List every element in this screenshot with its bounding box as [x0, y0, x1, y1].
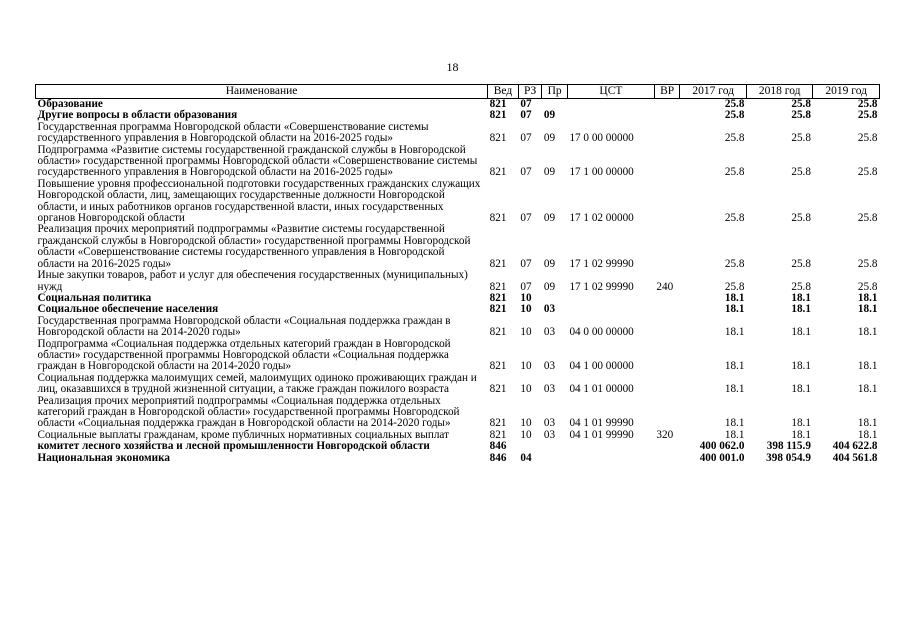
row-ved-cell: 821 — [489, 166, 507, 179]
row-2019-cell: 25.8 — [857, 109, 878, 122]
row-2017-cell: 18.1 — [724, 291, 745, 304]
row-rz-cell: 07 — [520, 257, 532, 270]
row-rz-cell — [518, 441, 542, 452]
row-2018-cell: 18.1 — [791, 303, 811, 316]
column-header-rz: РЗ — [518, 85, 542, 99]
row-2019-cell: 25.8 — [857, 166, 878, 179]
row-rz-cell: 07 — [520, 98, 532, 110]
row-pr-cell: 09 — [543, 212, 556, 225]
table-row — [36, 145, 880, 179]
row-pr-cell: 03 — [543, 303, 556, 316]
row-rz-cell: 10 — [520, 326, 532, 339]
row-2019-cell: 25.8 — [857, 257, 878, 270]
row-pr-cell: 03 — [543, 417, 556, 430]
row-rz-cell: 07 — [520, 132, 532, 145]
row-name-cell: Повышение уровня профессиональной подготовки государственных гражданских служащих Новгородской области, лиц, замещающих государственные должности Новгородской области, и иных работников органов государственной власти, иных государственных органов Новгородской области — [37, 177, 481, 225]
row-cst-cell: 17 0 00 00000 — [569, 132, 634, 145]
row-ved-cell: 821 — [489, 132, 507, 145]
row-2018-cell: 18.1 — [791, 428, 811, 441]
row-vr-cell: 240 — [656, 280, 674, 293]
row-2017-cell: 25.8 — [724, 109, 745, 122]
row-2018-cell: 25.8 — [791, 132, 811, 145]
row-2019-cell: 25.8 — [857, 98, 878, 110]
row-2018-cell: 25.8 — [791, 166, 811, 179]
row-2018-cell: 25.8 — [791, 257, 811, 270]
table-row — [36, 396, 880, 430]
row-2018-cell: 25.8 — [791, 109, 811, 122]
row-ved-cell: 821 — [489, 360, 507, 373]
row-2019-cell: 18.1 — [857, 417, 878, 430]
table-row — [36, 224, 880, 270]
row-name-cell: Образование — [37, 98, 103, 110]
row-pr-cell — [542, 441, 568, 452]
row-ved-cell: 846 — [489, 440, 507, 453]
row-rz-cell: 10 — [520, 383, 532, 396]
row-2017-cell: 18.1 — [724, 303, 745, 316]
row-2017-cell: 25.8 — [724, 257, 745, 270]
row-vr-cell — [654, 110, 680, 121]
budget-table — [35, 84, 880, 464]
table-header-row — [36, 85, 880, 99]
row-cst-cell: 04 1 01 99990 — [569, 428, 634, 441]
row-pr-cell: 03 — [543, 326, 556, 339]
column-header-name: Наименование — [36, 85, 488, 99]
row-cst-cell: 17 1 02 99990 — [569, 257, 634, 270]
row-2019-cell: 25.8 — [857, 212, 878, 225]
row-2017-cell: 25.8 — [724, 166, 745, 179]
row-2017-cell: 25.8 — [724, 212, 745, 225]
row-vr-cell — [654, 145, 680, 179]
table-row — [36, 316, 880, 339]
row-pr-cell: 09 — [543, 109, 556, 122]
row-2018-cell: 18.1 — [791, 417, 811, 430]
row-name-cell: Государственная программа Новгородской области «Совершенствование системы государственного управления в Новгородской области на 2016-2025 годы» — [37, 120, 429, 145]
row-name-cell: Подпрограмма «Социальная поддержка отдельных категорий граждан в Новгородской области» государственной программы Новгородской области «Социальная поддержка граждан в Новгородской области на 2014-2020 годы» — [37, 337, 451, 373]
table-body — [36, 99, 880, 465]
row-2019-cell: 18.1 — [857, 383, 878, 396]
row-ved-cell: 821 — [489, 428, 507, 441]
row-2018-cell: 18.1 — [791, 360, 811, 373]
row-name-cell: Социальные выплаты гражданам, кроме публичных нормативных социальных выплат — [37, 428, 449, 441]
column-header-pr: Пр — [542, 85, 568, 99]
table-row — [36, 304, 880, 315]
row-pr-cell: 09 — [543, 166, 556, 179]
row-rz-cell: 10 — [520, 428, 532, 441]
row-2017-cell: 18.1 — [724, 428, 745, 441]
row-vr-cell — [654, 316, 680, 339]
row-2018-cell: 25.8 — [791, 212, 811, 225]
row-2018-cell: 18.1 — [791, 291, 811, 304]
row-2019-cell: 18.1 — [857, 326, 878, 339]
row-name-cell: Социальная поддержка малоимущих семей, малоимущих одиноко проживающих граждан и лиц, оказавшихся в трудной жизненной ситуации, а также граждан пожилого возраста — [37, 371, 477, 396]
row-2017-cell: 25.8 — [724, 98, 745, 110]
row-rz-cell: 10 — [520, 291, 532, 304]
row-rz-cell: 10 — [520, 360, 532, 373]
row-ved-cell: 821 — [489, 417, 507, 430]
row-vr-cell — [654, 441, 680, 452]
row-vr-cell — [654, 179, 680, 225]
row-2019-cell: 404 561.8 — [832, 451, 878, 464]
row-pr-cell: 03 — [543, 360, 556, 373]
row-ved-cell: 821 — [489, 303, 507, 316]
column-header-vr: ВР — [654, 85, 680, 99]
table-row — [36, 270, 880, 293]
row-pr-cell: 09 — [543, 257, 556, 270]
row-cst-cell — [567, 293, 654, 304]
row-name-cell: Другие вопросы в области образования — [37, 109, 238, 122]
row-cst-cell: 04 0 00 00000 — [569, 326, 634, 339]
row-2017-cell: 18.1 — [724, 417, 745, 430]
row-2017-cell: 400 062.0 — [699, 440, 745, 453]
row-pr-cell: 03 — [543, 428, 556, 441]
row-pr-cell: 09 — [543, 280, 556, 293]
page-number: 18 — [446, 60, 459, 74]
row-name-cell: Подпрограмма «Развитие системы государственной гражданской службы в Новгородской области» государственной программы Новгородской области «Совершенствование системы государственного управления в Новгородской области на 2016-2025 годы» — [37, 143, 478, 179]
row-2019-cell: 25.8 — [857, 280, 878, 293]
row-cst-cell — [567, 99, 654, 111]
row-name-cell: Социальная политика — [37, 291, 152, 304]
row-cst-cell — [567, 304, 654, 315]
column-header-2018: 2018 год — [746, 85, 812, 99]
row-2019-cell: 18.1 — [857, 360, 878, 373]
row-rz-cell: 04 — [520, 451, 532, 464]
row-2017-cell: 25.8 — [724, 280, 745, 293]
row-2017-cell: 18.1 — [724, 326, 745, 339]
row-2018-cell: 18.1 — [791, 326, 811, 339]
row-2017-cell: 18.1 — [724, 360, 745, 373]
row-pr-cell — [542, 453, 568, 464]
row-2019-cell: 404 622.8 — [832, 440, 878, 453]
row-name-cell: Реализация прочих мероприятий подпрограммы «Развитие системы государственной гражданской службы в Новгородской области» государственной программы Новгородской области «Совершенствование системы государственного управления в Новгородской области на 2016-2025 годы» — [37, 223, 471, 270]
row-vr-cell: 320 — [656, 428, 674, 441]
row-vr-cell — [654, 99, 680, 111]
table-row — [36, 122, 880, 145]
row-vr-cell — [654, 339, 680, 373]
row-name-cell: Социальное обеспечение населения — [37, 303, 219, 316]
row-cst-cell: 04 1 01 99990 — [569, 417, 634, 430]
column-header-2019: 2019 год — [813, 85, 880, 99]
row-2018-cell: 398 054.9 — [766, 451, 811, 464]
row-vr-cell — [654, 293, 680, 304]
row-rz-cell: 07 — [520, 109, 532, 122]
row-ved-cell: 821 — [489, 280, 507, 293]
column-header-ved: Вед — [488, 85, 519, 99]
row-2018-cell: 25.8 — [791, 280, 811, 293]
row-ved-cell: 821 — [489, 383, 507, 396]
row-2018-cell: 25.8 — [791, 98, 811, 110]
row-rz-cell: 10 — [520, 303, 532, 316]
row-ved-cell: 821 — [489, 109, 507, 122]
row-2018-cell: 18.1 — [791, 383, 811, 396]
row-2017-cell: 400 001.0 — [699, 451, 745, 464]
table-row — [36, 373, 880, 396]
row-2019-cell: 18.1 — [857, 303, 878, 316]
row-vr-cell — [654, 396, 680, 430]
row-name-cell: Национальная экономика — [37, 451, 170, 464]
row-cst-cell: 17 1 02 00000 — [569, 212, 634, 225]
row-pr-cell: 09 — [543, 132, 556, 145]
row-rz-cell: 07 — [520, 212, 532, 225]
row-cst-cell: 04 1 00 00000 — [569, 360, 634, 373]
row-cst-cell: 04 1 01 00000 — [569, 383, 634, 396]
row-pr-cell: 03 — [543, 383, 556, 396]
row-cst-cell — [567, 110, 654, 121]
row-ved-cell: 821 — [489, 257, 507, 270]
row-2019-cell: 18.1 — [857, 291, 878, 304]
row-ved-cell: 821 — [489, 98, 507, 110]
column-header-2017: 2017 год — [680, 85, 746, 99]
table-row — [36, 441, 880, 452]
row-cst-cell — [567, 453, 654, 464]
row-2017-cell: 25.8 — [724, 132, 745, 145]
row-rz-cell: 07 — [520, 280, 532, 293]
table-row — [36, 453, 880, 464]
table-row — [36, 339, 880, 373]
row-vr-cell — [654, 453, 680, 464]
row-vr-cell — [654, 224, 680, 270]
row-cst-cell: 17 1 02 99990 — [569, 280, 634, 293]
row-vr-cell — [654, 122, 680, 145]
row-vr-cell — [654, 373, 680, 396]
row-name-cell: Реализация прочих мероприятий подпрограммы «Социальная поддержка отдельных категорий граждан в Новгородской области» государственной программы Новгородской области «Социальная поддержка граждан в Новгородской области на 2014-2020 годы» — [37, 394, 460, 430]
row-name-cell: Иные закупки товаров, работ и услуг для обеспечения государственных (муниципальных) нужд — [37, 269, 468, 293]
row-ved-cell: 846 — [489, 451, 507, 464]
row-cst-cell: 17 1 00 00000 — [569, 166, 634, 179]
row-ved-cell: 821 — [489, 291, 507, 304]
row-name-cell: Государственная программа Новгородской области «Социальная поддержка граждан в Новгородской области на 2014-2020 годы» — [37, 314, 451, 339]
column-header-cst: ЦСТ — [567, 85, 654, 99]
row-2017-cell: 18.1 — [724, 383, 745, 396]
row-vr-cell — [654, 304, 680, 315]
row-rz-cell: 10 — [520, 417, 532, 430]
table-row — [36, 179, 880, 225]
row-2019-cell: 25.8 — [857, 132, 878, 145]
row-rz-cell: 07 — [520, 166, 532, 179]
row-cst-cell — [567, 441, 654, 452]
row-ved-cell: 821 — [489, 212, 507, 225]
row-2018-cell: 398 115.9 — [766, 440, 811, 453]
row-ved-cell: 821 — [489, 326, 507, 339]
row-2019-cell: 18.1 — [857, 428, 878, 441]
row-name-cell: комитет лесного хозяйства и лесной промышленности Новгородской области — [37, 440, 430, 453]
